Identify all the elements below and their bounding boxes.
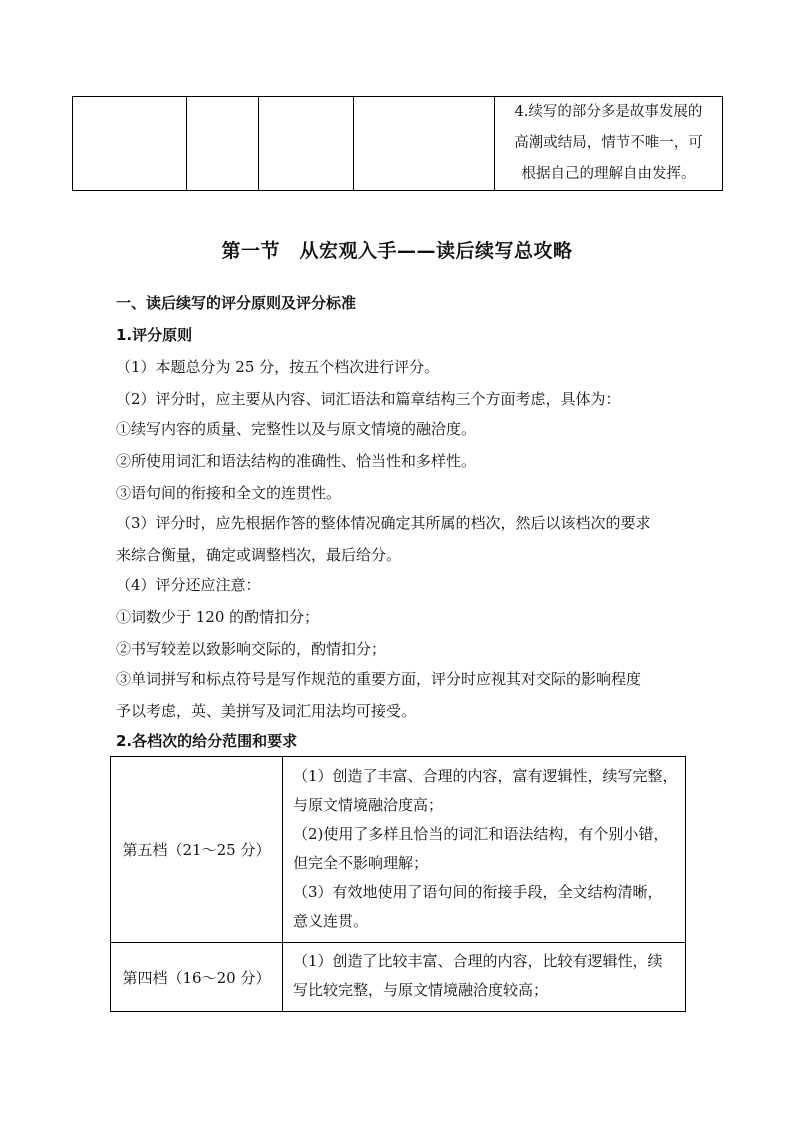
- paragraph-line: （3）评分时，应先根据作答的整体情况确定其所属的档次，然后以该档次的要求: [116, 514, 651, 532]
- table-cell: [354, 97, 495, 191]
- grade-criteria: [283, 757, 686, 943]
- criteria-line: 写比较完整，与原文情境融洽度较高；: [293, 981, 549, 999]
- table-row: [111, 757, 686, 943]
- table-cell-line: 根据自己的理解自由发挥。: [521, 166, 696, 182]
- criteria-line: （1）创造了比较丰富、合理的内容，比较有逻辑性，续: [293, 952, 663, 970]
- top-table: [72, 96, 723, 191]
- paragraph-line: ②所使用词汇和语法结构的准确性、恰当性和多样性。: [116, 452, 477, 470]
- criteria-line: （2)使用了多样且恰当的词汇和语法结构，有个别小错，: [293, 824, 669, 843]
- table-cell-line: 4.续写的部分多是故事发展的: [514, 104, 703, 120]
- table-cell: [259, 97, 354, 191]
- grade-table: [110, 756, 686, 1012]
- table-cell: [187, 97, 259, 191]
- grade-criteria: [283, 943, 686, 1012]
- grade-label: 第五档（21～25 分）: [111, 757, 283, 943]
- criteria-line: 但完全不影响理解；: [293, 853, 429, 872]
- paragraph-line: ①词数少于 120 的酌情扣分；: [116, 608, 320, 626]
- subheading: 2.各档次的给分范围和要求: [116, 732, 298, 750]
- table-cell-line: 高潮或结局，情节不唯一，可: [514, 135, 703, 151]
- section-title: 第一节 从宏观入手——读后续写总攻略: [221, 240, 573, 262]
- table-row: [111, 943, 686, 1012]
- criteria-line: （3）有效地使用了语句间的衔接手段，全文结构清晰，: [293, 882, 663, 901]
- criteria-line: （1）创造了丰富、合理的内容，富有逻辑性，续写完整，: [293, 766, 678, 785]
- paragraph-line: （4）评分还应注意：: [116, 576, 261, 594]
- table-row: [73, 97, 723, 191]
- paragraph-line: ③语句间的衔接和全文的连贯性。: [116, 484, 342, 502]
- paragraph-line: （1）本题总分为 25 分，按五个档次进行评分。: [116, 358, 440, 376]
- subheading: 1.评分原则: [116, 326, 193, 344]
- paragraph-line: ①续写内容的质量、完整性以及与原文情境的融洽度。: [116, 420, 477, 438]
- paragraph-line: 予以考虑，英、美拼写及词汇用法均可接受。: [116, 702, 417, 720]
- table-cell: [495, 97, 723, 191]
- heading: 一、读后续写的评分原则及评分标准: [116, 294, 357, 312]
- paragraph-line: ②书写较差以致影响交际的，酌情扣分；: [116, 640, 387, 658]
- criteria-line: 意义连贯。: [293, 911, 369, 930]
- grade-label: 第四档（16～20 分）: [111, 943, 283, 1012]
- paragraph-line: ③单词拼写和标点符号是写作规范的重要方面，评分时应视其对交际的影响程度: [116, 670, 642, 688]
- criteria-line: 与原文情境融洽度高；: [293, 795, 444, 814]
- paragraph-line: 来综合衡量，确定或调整档次，最后给分。: [116, 546, 402, 564]
- table-cell: [73, 97, 187, 191]
- paragraph-line: （2）评分时，应主要从内容、词汇语法和篇章结构三个方面考虑，具体为：: [116, 390, 621, 408]
